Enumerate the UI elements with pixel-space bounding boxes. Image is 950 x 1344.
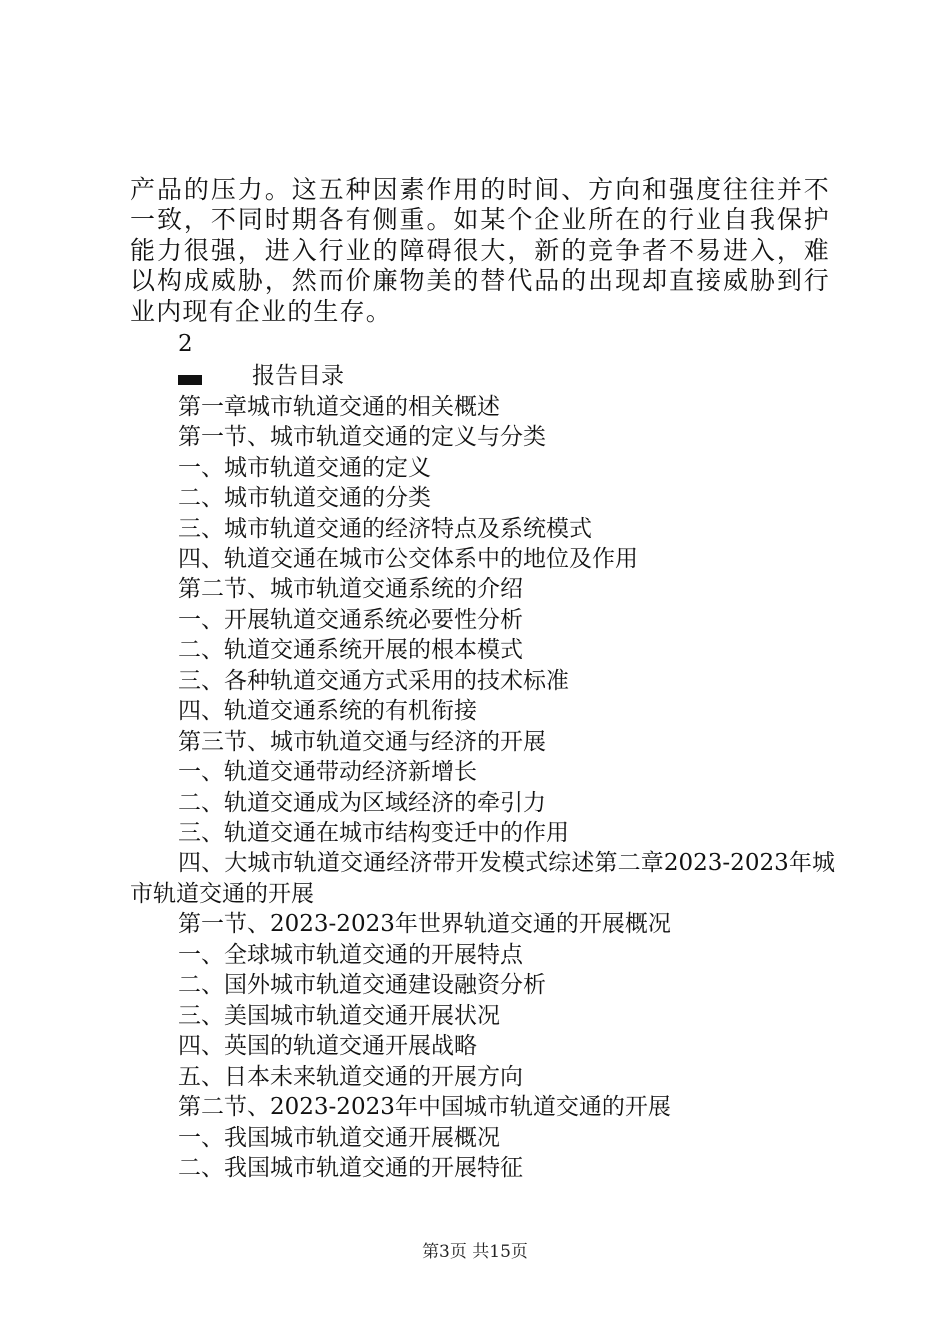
toc-heading [130, 359, 835, 391]
black-square-icon [178, 375, 202, 385]
toc-item: 第三节、城市轨道交通与经济的开展 [178, 728, 546, 755]
toc-item: 第二节、城市轨道交通系统的介绍 [178, 576, 523, 603]
toc-item: 二、轨道交通系统开展的根本模式 [178, 637, 523, 664]
toc-item: 三、各种轨道交通方式采用的技术标准 [178, 667, 569, 694]
toc-item: 第一节、城市轨道交通的定义与分类 [178, 424, 546, 451]
toc-item: 二、轨道交通成为区域经济的牵引力 [178, 789, 546, 816]
toc-item: 三、城市轨道交通的经济特点及系统模式 [178, 515, 592, 542]
page-marker: 2 [178, 331, 193, 357]
toc-item: 第二节、2023-2023年中国城市轨道交通的开展 [178, 1094, 671, 1121]
toc-item: 二、我国城市轨道交通的开展特征 [178, 1155, 523, 1182]
toc-item: 五、日本未来轨道交通的开展方向 [178, 1063, 523, 1090]
intro-paragraph: 产品的压力。这五种因素作用的时间、方向和强度往往并不一致，不同时期各有侧重。如某个企业所在的行业自我保护能力很强，进入行业的障碍很大，新的竞争者不易进入，难以构成威胁，然而价廉物美的替代品的出现却直接威胁到行业内现有企业的生存。 [130, 175, 830, 326]
toc-heading-text: 报告目录 [252, 363, 344, 390]
toc-item: 第一节、2023-2023年世界轨道交通的开展概况 [178, 911, 671, 938]
toc-item: 四、轨道交通在城市公交体系中的地位及作用 [178, 545, 638, 572]
toc-item: 四、大城市轨道交通经济带开发模式综述第二章2023-2023年城市轨道交通的开展 [130, 850, 835, 907]
toc-item: 一、我国城市轨道交通开展概况 [178, 1124, 500, 1151]
toc-item: 三、轨道交通在城市结构变迁中的作用 [178, 820, 569, 847]
page-footer: 第3页 共15页 [422, 1242, 528, 1262]
toc-item: 三、美国城市轨道交通开展状况 [178, 1002, 500, 1029]
toc-item: 四、轨道交通系统的有机衔接 [178, 698, 477, 725]
toc-item: 一、全球城市轨道交通的开展特点 [178, 941, 523, 968]
toc-item: 四、英国的轨道交通开展战略 [178, 1033, 477, 1060]
toc-item: 一、轨道交通带动经济新增长 [178, 759, 477, 786]
toc-item: 二、国外城市轨道交通建设融资分析 [178, 972, 546, 999]
toc-item: 第一章城市轨道交通的相关概述 [178, 393, 500, 420]
toc-item: 一、开展轨道交通系统必要性分析 [178, 606, 523, 633]
toc-item: 一、城市轨道交通的定义 [178, 454, 431, 481]
toc-item: 二、城市轨道交通的分类 [178, 485, 431, 512]
table-of-contents [130, 329, 835, 1183]
